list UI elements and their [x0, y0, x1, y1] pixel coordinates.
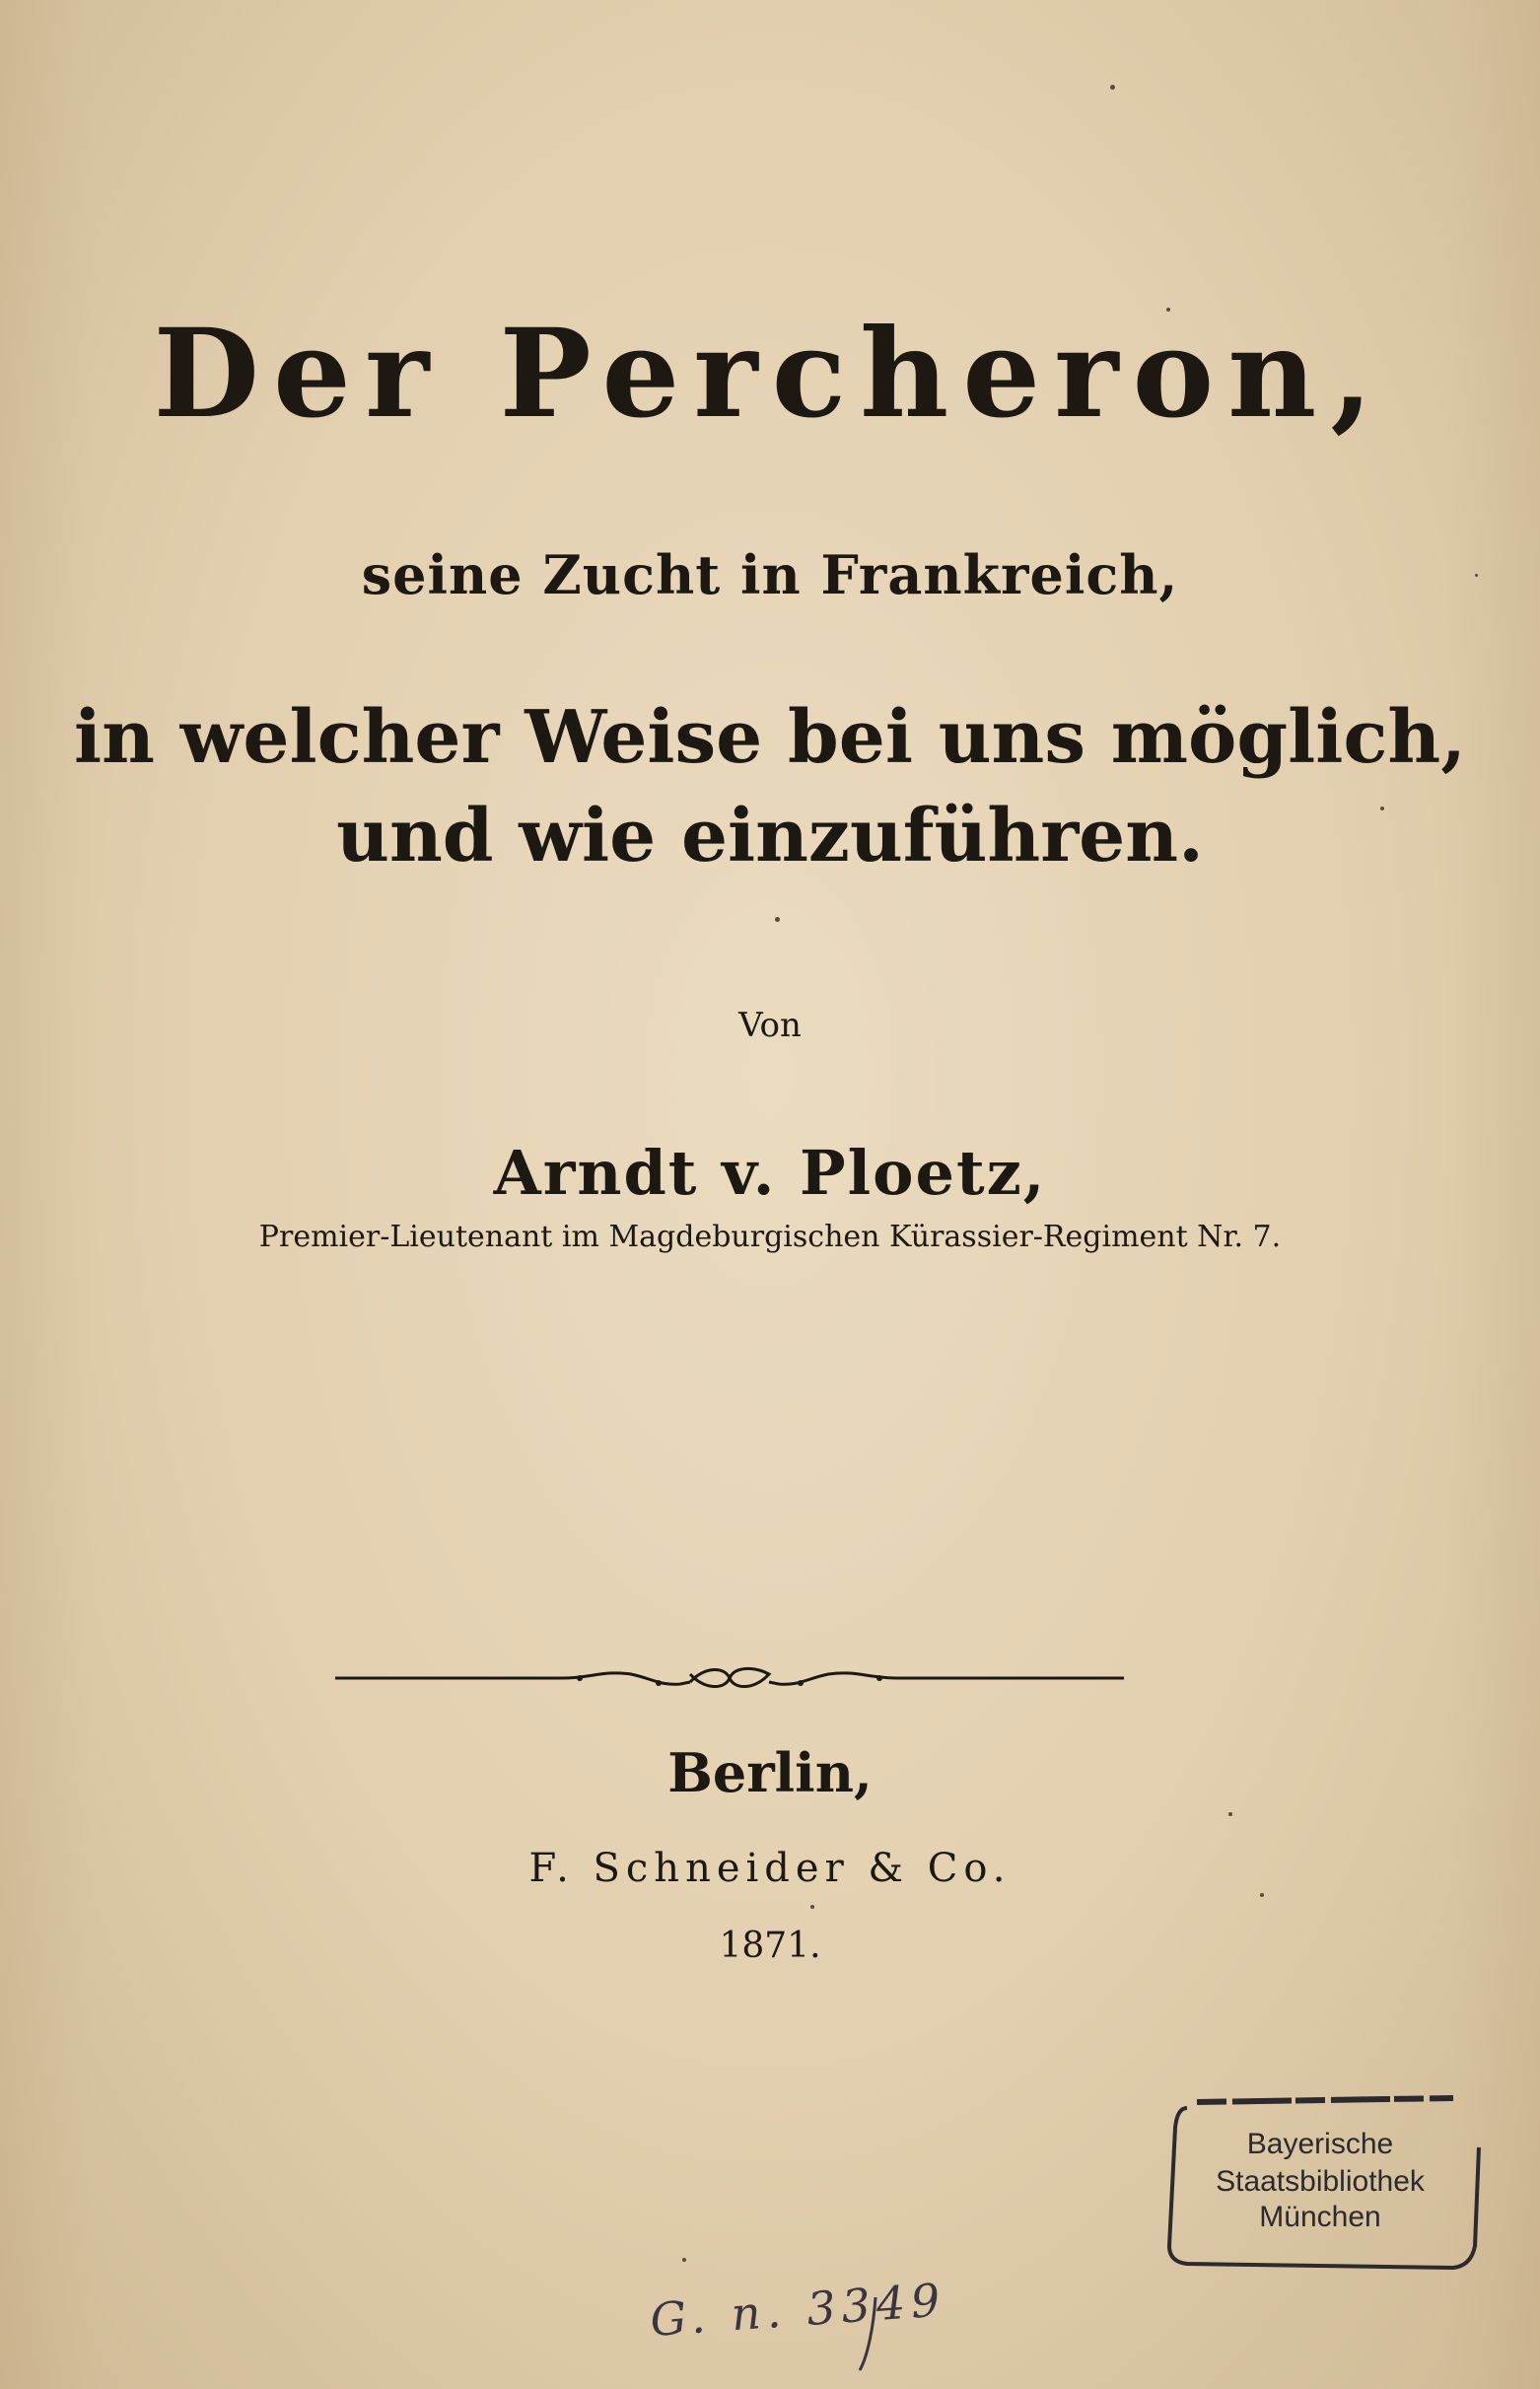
stamp-line-2: Staatsbibliothek — [1216, 2165, 1425, 2198]
author-name: Arndt v. Ploetz, — [493, 1137, 1047, 1209]
author-rank: Premier-Lieutenant im Magdeburgischen Kürassier-Regiment Nr. 7. — [258, 1220, 1282, 1254]
paper-speck — [775, 917, 780, 922]
paper-speck — [682, 2258, 686, 2262]
subtitle-line-3: und wie einzuführen. — [336, 794, 1204, 878]
shelfmark-text: G. n. 3349 — [648, 2273, 947, 2348]
stamp-line-1: Bayerische — [1246, 2128, 1394, 2160]
shelfmark-handwritten — [641, 2268, 947, 2376]
publication-year: 1871. — [719, 1926, 821, 1966]
paper-speck — [810, 1905, 814, 1909]
book-title: Der Percheron, — [153, 303, 1387, 446]
publisher-name: F. Schneider & Co. — [528, 1846, 1012, 1891]
stamp-line-3: München — [1259, 2201, 1381, 2233]
paper-speck — [1110, 85, 1115, 90]
publication-city: Berlin, — [667, 1741, 873, 1804]
paper-speck — [1228, 1812, 1232, 1816]
by-label: Von — [738, 1006, 802, 1045]
subtitle-line-2: in welcher Weise bei uns möglich, — [74, 695, 1466, 780]
subtitle-line-1: seine Zucht in Frankreich, — [361, 543, 1179, 606]
library-stamp — [1157, 2088, 1483, 2276]
ornamental-rule — [335, 1656, 1124, 1700]
